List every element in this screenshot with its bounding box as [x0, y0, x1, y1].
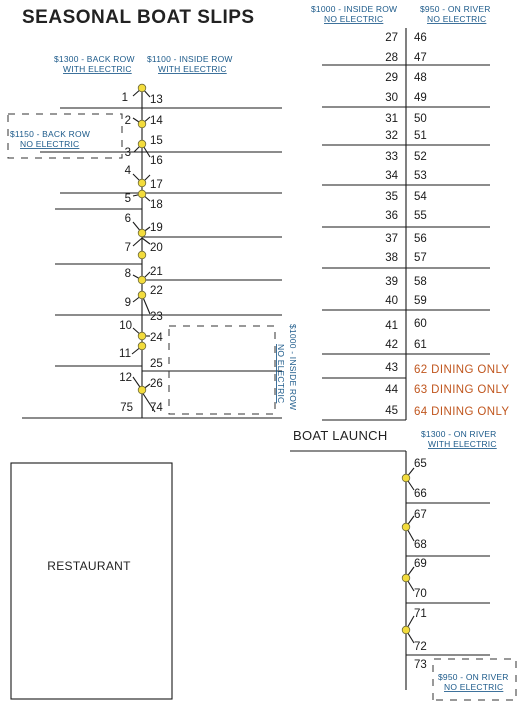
slip-number: 32 [385, 130, 398, 142]
slip-number: 2 [124, 115, 131, 127]
price-inside-row-no-electric-sub: NO ELECTRIC [324, 14, 384, 24]
slip-number: 6 [124, 213, 131, 225]
slip-number: 26 [150, 378, 163, 390]
mooring-post-icon [402, 574, 410, 582]
price-inside-row-with-electric-sub: WITH ELECTRIC [158, 64, 227, 74]
slip-number: 22 [150, 285, 163, 297]
slip-number: 24 [150, 332, 163, 344]
mooring-post-icon [402, 474, 410, 482]
mooring-post-icon [138, 251, 146, 259]
launch-dock-slips [414, 458, 427, 671]
left-dock-east-slips [150, 94, 163, 414]
slip-number: 72 [414, 641, 427, 653]
boat-launch-label: BOAT LAUNCH [293, 428, 388, 443]
slip-number: 68 [414, 539, 427, 551]
right-dock-left-slips [385, 32, 398, 417]
slip-number: 7 [124, 242, 131, 254]
slip-number: 67 [414, 509, 427, 521]
dining-only-slip: 63 DINING ONLY [414, 384, 510, 396]
slip-number: 65 [414, 458, 427, 470]
price-inside-row-no-electric-vertical: $1000 - INSIDE ROW [288, 324, 298, 411]
slip-number: 30 [385, 92, 398, 104]
slip-number: 27 [385, 32, 398, 44]
slip-number: 13 [150, 94, 163, 106]
slip-number: 15 [150, 135, 163, 147]
slip-number: 33 [385, 151, 398, 163]
dining-only-slip: 62 DINING ONLY [414, 364, 510, 376]
slip-number: 12 [119, 372, 132, 384]
slip-number: 17 [150, 179, 163, 191]
slip-number: 37 [385, 233, 398, 245]
mooring-post-icon [138, 140, 146, 148]
slip-number: 46 [414, 32, 427, 44]
mooring-post-icon [402, 523, 410, 531]
slip-number: 25 [150, 358, 163, 370]
price-on-river-no-electric: $950 - ON RIVER [420, 4, 491, 14]
price-on-river-no-electric-bottom: $950 - ON RIVER [438, 672, 509, 682]
slip-number: 44 [385, 384, 398, 396]
dining-only-slip: 64 DINING ONLY [414, 406, 510, 418]
slip-number: 28 [385, 52, 398, 64]
slip-number: 9 [124, 297, 131, 309]
restaurant-building [11, 463, 172, 699]
price-on-river-with-electric-sub: WITH ELECTRIC [428, 439, 497, 449]
slip-number: 48 [414, 72, 427, 84]
slip-number: 20 [150, 242, 163, 254]
price-back-row-with-electric-sub: WITH ELECTRIC [63, 64, 132, 74]
slip-number: 53 [414, 170, 427, 182]
slip-number: 39 [385, 276, 398, 288]
slip-number: 56 [414, 233, 427, 245]
slip-number: 35 [385, 191, 398, 203]
slip-number: 34 [385, 170, 398, 182]
slip-number: 21 [150, 266, 163, 278]
mooring-post-icon [138, 84, 146, 92]
price-on-river-no-electric-bottom-sub: NO ELECTRIC [444, 682, 504, 692]
slip-number: 18 [150, 199, 163, 211]
slip-number: 41 [385, 320, 398, 332]
mooring-post-icon [138, 120, 146, 128]
price-inside-row-with-electric: $1100 - INSIDE ROW [147, 54, 233, 64]
mooring-post-icon [138, 332, 146, 340]
slip-number: 14 [150, 115, 163, 127]
map-title: SEASONAL BOAT SLIPS [22, 7, 255, 28]
launch-dock-fingers [406, 503, 490, 655]
mooring-post-icon [138, 342, 146, 350]
slip-number: 29 [385, 72, 398, 84]
price-back-row-no-electric-sub: NO ELECTRIC [20, 139, 80, 149]
slip-number: 11 [119, 348, 131, 360]
slip-number: 66 [414, 488, 427, 500]
price-on-river-no-electric-sub: NO ELECTRIC [427, 14, 487, 24]
slip-number: 10 [119, 320, 132, 332]
slip-number: 19 [150, 222, 163, 234]
slip-number: 8 [124, 268, 131, 280]
slip-number: 23 [150, 311, 163, 323]
mooring-post-icon [138, 179, 146, 187]
slip-number: 43 [385, 362, 398, 374]
slip-number: 1 [121, 92, 128, 104]
slip-number: 57 [414, 252, 427, 264]
slip-number: 58 [414, 276, 427, 288]
slip-number: 61 [414, 339, 427, 351]
slip-number: 54 [414, 191, 427, 203]
slip-number: 71 [414, 608, 427, 620]
slip-number: 74 [150, 402, 163, 414]
slip-number: 73 [414, 659, 427, 671]
slip-number: 47 [414, 52, 427, 64]
slip-number: 59 [414, 295, 427, 307]
price-on-river-with-electric: $1300 - ON RIVER [421, 429, 497, 439]
slip-number: 3 [124, 147, 131, 159]
price-inside-row-no-electric: $1000 - INSIDE ROW [311, 4, 398, 14]
slip-number: 4 [124, 165, 131, 177]
slip-number: 42 [385, 339, 398, 351]
mooring-post-icon [138, 276, 146, 284]
slip-number: 38 [385, 252, 398, 264]
slip-number: 50 [414, 113, 427, 125]
right-dock-right-slips [414, 32, 510, 418]
mooring-post-icon [138, 190, 146, 198]
slip-number: 51 [414, 130, 427, 142]
slip-number: 69 [414, 558, 427, 570]
slip-number: 5 [124, 193, 131, 205]
mooring-post-icon [138, 386, 146, 394]
slip-number: 49 [414, 92, 427, 104]
mooring-post-icon [138, 229, 146, 237]
mooring-post-icon [402, 626, 410, 634]
slip-number: 40 [385, 295, 398, 307]
slip-number: 52 [414, 151, 427, 163]
price-back-row-no-electric: $1150 - BACK ROW [10, 129, 91, 139]
slip-number: 55 [414, 210, 427, 222]
restaurant-label: RESTAURANT [47, 559, 131, 573]
inside-row-no-electric-box [169, 326, 275, 414]
slip-number: 70 [414, 588, 427, 600]
price-inside-row-no-electric-vertical-sub: NO ELECTRIC [276, 344, 286, 404]
mooring-post-icon [138, 291, 146, 299]
slip-number: 45 [385, 405, 398, 417]
slip-number: 75 [120, 402, 133, 414]
slip-number: 36 [385, 210, 398, 222]
slip-number: 31 [385, 113, 398, 125]
slip-number: 60 [414, 318, 427, 330]
slip-number: 16 [150, 155, 163, 167]
price-back-row-with-electric: $1300 - BACK ROW [54, 54, 135, 64]
